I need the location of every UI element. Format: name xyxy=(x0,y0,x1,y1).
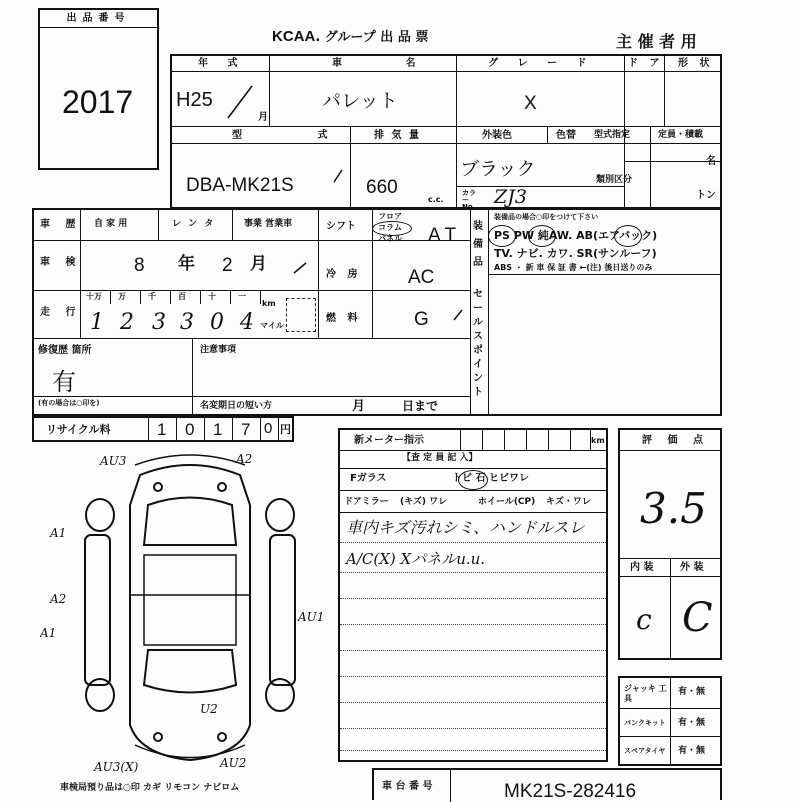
mileage-odometer xyxy=(80,290,266,338)
puncture-value: 有・無 xyxy=(678,718,706,728)
displacement-label: 排 気 量 xyxy=(374,130,421,141)
mileage-digit: 3 xyxy=(180,310,194,335)
recycle-digit: 7 xyxy=(241,420,251,439)
change-day-unit: 日まで xyxy=(402,399,439,413)
mirror-label: ドアミラー xyxy=(344,497,389,507)
mileage-unit-100: 百 xyxy=(178,292,186,301)
divider xyxy=(504,430,505,450)
divider xyxy=(470,210,471,414)
inspection-month-unit: 月 xyxy=(250,254,267,274)
score-value: 3.5 xyxy=(640,484,707,533)
color-change-label: 色替 xyxy=(556,130,576,141)
divider xyxy=(670,558,671,658)
chassis-box xyxy=(372,768,722,800)
history-option-rental: レ ン タ xyxy=(172,219,216,229)
color-value: ブラック xyxy=(460,159,536,180)
glass-options: トビ 石 ヒビワレ xyxy=(452,473,529,484)
inspection-header: 【査 定 員 記 入】 xyxy=(402,453,478,463)
mileage-unit-1: 一 xyxy=(238,292,246,301)
equipment-line2: TV. ナビ. カワ. SR(サンルーフ) xyxy=(494,247,657,260)
divider xyxy=(488,274,720,275)
divider xyxy=(158,210,159,240)
brand-logo: KCAA xyxy=(272,28,316,45)
wheel-label: ホイール(CP) xyxy=(478,497,536,507)
divider xyxy=(340,490,606,491)
divider xyxy=(547,126,548,143)
meter-replacement-label: 新メーター指示 xyxy=(354,435,424,446)
model-value: DBA-MK21S xyxy=(186,175,294,196)
divider xyxy=(269,56,270,126)
model-label: 型 式 xyxy=(232,130,364,141)
remark-rule xyxy=(340,676,606,677)
interior-value: c xyxy=(636,603,652,636)
equipment-line3: ABS ・ 新 車 保 証 書 ←(注) 後日送りのみ xyxy=(494,263,653,272)
puncture-label: パンクキット xyxy=(624,719,666,727)
divider xyxy=(620,450,720,451)
divider xyxy=(176,418,177,440)
shape-label: 形 状 xyxy=(678,58,714,69)
remark-rule xyxy=(340,728,606,729)
mileage-mile-unit: マイル xyxy=(260,321,284,330)
inspection-month: 2 xyxy=(222,255,233,276)
spare-label: スペアタイヤ xyxy=(624,747,666,755)
fuel-label: 燃 料 xyxy=(326,313,362,324)
jack-label: ジャッキ 工 具 xyxy=(624,684,667,703)
mileage-unit-1k: 千 xyxy=(148,292,156,301)
lot-number: 2017 xyxy=(62,84,134,120)
divider xyxy=(664,56,665,126)
chip-circle xyxy=(458,470,488,490)
interior-label: 内 装 xyxy=(630,562,654,573)
recycle-digit: 0 xyxy=(264,420,273,437)
grade-value: X xyxy=(524,93,537,114)
ac-value: AC xyxy=(408,267,435,288)
shift-value: A T xyxy=(428,225,457,246)
divider xyxy=(650,126,651,207)
year-label: 年 式 xyxy=(198,58,246,69)
displacement-unit: c.c. xyxy=(428,195,444,204)
car-diagram xyxy=(40,445,340,785)
shift-circle xyxy=(372,221,412,236)
organizer-label: 主 催 者 用 xyxy=(616,32,697,51)
inspection-year: 8 xyxy=(134,255,145,276)
divider xyxy=(278,418,279,440)
month-unit: 月 xyxy=(258,112,268,123)
inspection-label: 車 検 xyxy=(40,257,82,268)
divider xyxy=(318,210,319,338)
displacement-value: 660 xyxy=(366,177,398,198)
damage-mark: A1 xyxy=(40,626,57,640)
meter-km-unit: km xyxy=(591,436,605,445)
divider xyxy=(148,418,149,440)
divider xyxy=(34,396,470,397)
recycle-digit: 1 xyxy=(157,420,167,439)
exterior-label: 外 装 xyxy=(680,562,704,573)
divider xyxy=(570,430,571,450)
divider xyxy=(460,430,461,450)
history-option-business: 事業 営業車 xyxy=(244,219,293,229)
divider xyxy=(526,430,527,450)
divider xyxy=(34,240,470,241)
change-month-unit: 月 xyxy=(352,399,366,414)
score-label: 評 価 点 xyxy=(642,435,709,446)
remark-rule xyxy=(340,572,606,573)
group-title: . グループ 出 品 票 xyxy=(315,30,429,45)
jack-value: 有・無 xyxy=(678,687,706,697)
color-no-label: カラー No. xyxy=(462,189,476,211)
fuel-value: G xyxy=(414,309,429,330)
remark-rule xyxy=(340,650,606,651)
damage-mark: AU1 xyxy=(298,610,325,624)
history-option-private: 自 家 用 xyxy=(94,219,128,229)
unit-ton: トン xyxy=(696,190,716,201)
divider xyxy=(172,71,720,72)
fuel-dash xyxy=(450,308,466,324)
exterior-color-label: 外装色 xyxy=(482,130,512,141)
unit-person: 名 xyxy=(706,156,716,167)
equipment-note: 装備品の場合○印をつけて下さい xyxy=(494,213,599,221)
divider xyxy=(548,430,549,450)
lot-number-label: 出品番号 xyxy=(66,13,131,24)
mileage-digit: 4 xyxy=(240,310,254,335)
mirror-options: (キズ) ワレ xyxy=(400,497,448,507)
divider xyxy=(456,186,624,187)
door-label: ド ア xyxy=(628,58,664,69)
remark-line-2: A/C(X) Xパネルu.u. xyxy=(346,550,486,568)
divider xyxy=(230,290,231,304)
repair-note: (有の場合は○印を) xyxy=(38,399,100,407)
divider xyxy=(456,56,457,207)
chassis-label: 車 台 番 号 xyxy=(382,781,433,792)
divider xyxy=(200,290,201,304)
divider xyxy=(204,418,205,440)
damage-mark: U2 xyxy=(200,702,218,716)
vehicle-table xyxy=(170,54,722,209)
damage-mark: AU3(X) xyxy=(94,760,139,774)
recycle-digit: 0 xyxy=(185,420,195,439)
recycle-unit: 円 xyxy=(280,423,291,436)
ab-circle xyxy=(614,225,642,247)
pw-circle xyxy=(528,225,556,247)
history-label: 車 歴 xyxy=(40,219,82,230)
divider xyxy=(232,210,233,240)
recycle-box xyxy=(32,416,294,442)
model-dash xyxy=(330,168,346,184)
divider xyxy=(340,468,606,469)
inspection-dash xyxy=(290,260,310,276)
mileage-km-unit: km xyxy=(262,299,276,308)
mileage-label: 走 行 xyxy=(40,307,82,318)
shift-option-floor: フロア xyxy=(378,212,402,221)
divider xyxy=(670,678,671,764)
inspection-year-unit: 年 xyxy=(178,254,195,274)
divider xyxy=(110,290,111,304)
year-value: H25 xyxy=(176,89,213,111)
mileage-digit: 0 xyxy=(210,310,224,335)
mileage-unit-10: 十 xyxy=(208,292,216,301)
ps-circle xyxy=(488,225,516,247)
inspector-box xyxy=(338,428,608,762)
mileage-digit: 2 xyxy=(120,310,134,335)
chassis-number: MK21S-282416 xyxy=(504,781,637,802)
remark-rule xyxy=(340,598,606,599)
divider xyxy=(260,418,261,440)
car-name: パレット xyxy=(322,91,398,112)
shift-option-panel: パネル xyxy=(378,234,402,243)
color-no-value: ZJ3 xyxy=(494,186,527,208)
divider xyxy=(34,338,470,339)
damage-mark: A1 xyxy=(50,526,67,540)
equipment-label: 装 備 品 xyxy=(473,221,483,268)
spare-value: 有・無 xyxy=(678,746,706,756)
divider xyxy=(340,512,606,513)
mileage-check-box xyxy=(286,298,316,332)
equipment-line1: PS PW 純AW. AB(エアバック) xyxy=(494,229,658,242)
divider xyxy=(260,290,261,304)
name-label: 車 名 xyxy=(332,58,446,69)
damage-mark: AU2 xyxy=(220,756,247,770)
divider xyxy=(340,450,606,451)
diagram-footer: 車検局預り品は○印 カギ リモコン ナビロム xyxy=(60,783,240,793)
capacity-label: 定員・積載 xyxy=(658,130,704,140)
mileage-unit-10k: 万 xyxy=(118,292,126,301)
mileage-unit-100k: 十万 xyxy=(86,292,102,301)
sales-point-label: セールスポイント xyxy=(473,289,483,398)
divider xyxy=(172,143,720,144)
history-block xyxy=(32,208,722,416)
exterior-value: C xyxy=(682,595,713,641)
damage-mark: A2 xyxy=(236,452,253,466)
divider xyxy=(482,430,483,450)
repair-value: 有 xyxy=(52,368,76,396)
class-label: 類別区分 xyxy=(596,175,633,185)
header-title xyxy=(272,26,428,45)
divider xyxy=(172,126,720,127)
remark-rule xyxy=(340,702,606,703)
accessories-box xyxy=(618,676,722,766)
type-designation-label: 型式指定 xyxy=(594,130,631,140)
recycle-digit: 1 xyxy=(213,420,223,439)
glass-label: Fガラス xyxy=(350,473,387,484)
year-slash xyxy=(218,82,258,122)
remark-line-1: 車内キズ汚れシミ、ハンドルスレ xyxy=(346,518,585,537)
divider xyxy=(170,290,171,304)
repair-label: 修復歴 箇所 xyxy=(38,345,92,356)
remark-rule xyxy=(340,750,606,751)
recycle-label: リサイクル料 xyxy=(46,423,111,436)
grade-label: グ レ ー ド xyxy=(488,58,595,69)
shift-label: シフト xyxy=(326,221,356,232)
divider xyxy=(232,418,233,440)
remark-rule xyxy=(340,624,606,625)
damage-mark: A2 xyxy=(50,592,67,606)
divider xyxy=(450,770,451,802)
divider xyxy=(40,27,157,28)
remark-rule xyxy=(340,542,606,543)
shift-option-column: コラム xyxy=(378,223,402,232)
score-box xyxy=(618,428,722,660)
damage-mark: AU3 xyxy=(100,454,127,468)
mileage-digit: 3 xyxy=(152,310,166,335)
mileage-digit: 1 xyxy=(90,310,104,335)
change-label: 名変期日の短い方 xyxy=(200,401,273,411)
lot-number-box xyxy=(38,8,159,170)
notes-label: 注意事項 xyxy=(200,345,237,355)
divider xyxy=(192,338,193,414)
divider xyxy=(140,290,141,304)
ac-label: 冷 房 xyxy=(326,269,362,280)
wheel-options: キズ・ワレ xyxy=(546,497,591,507)
